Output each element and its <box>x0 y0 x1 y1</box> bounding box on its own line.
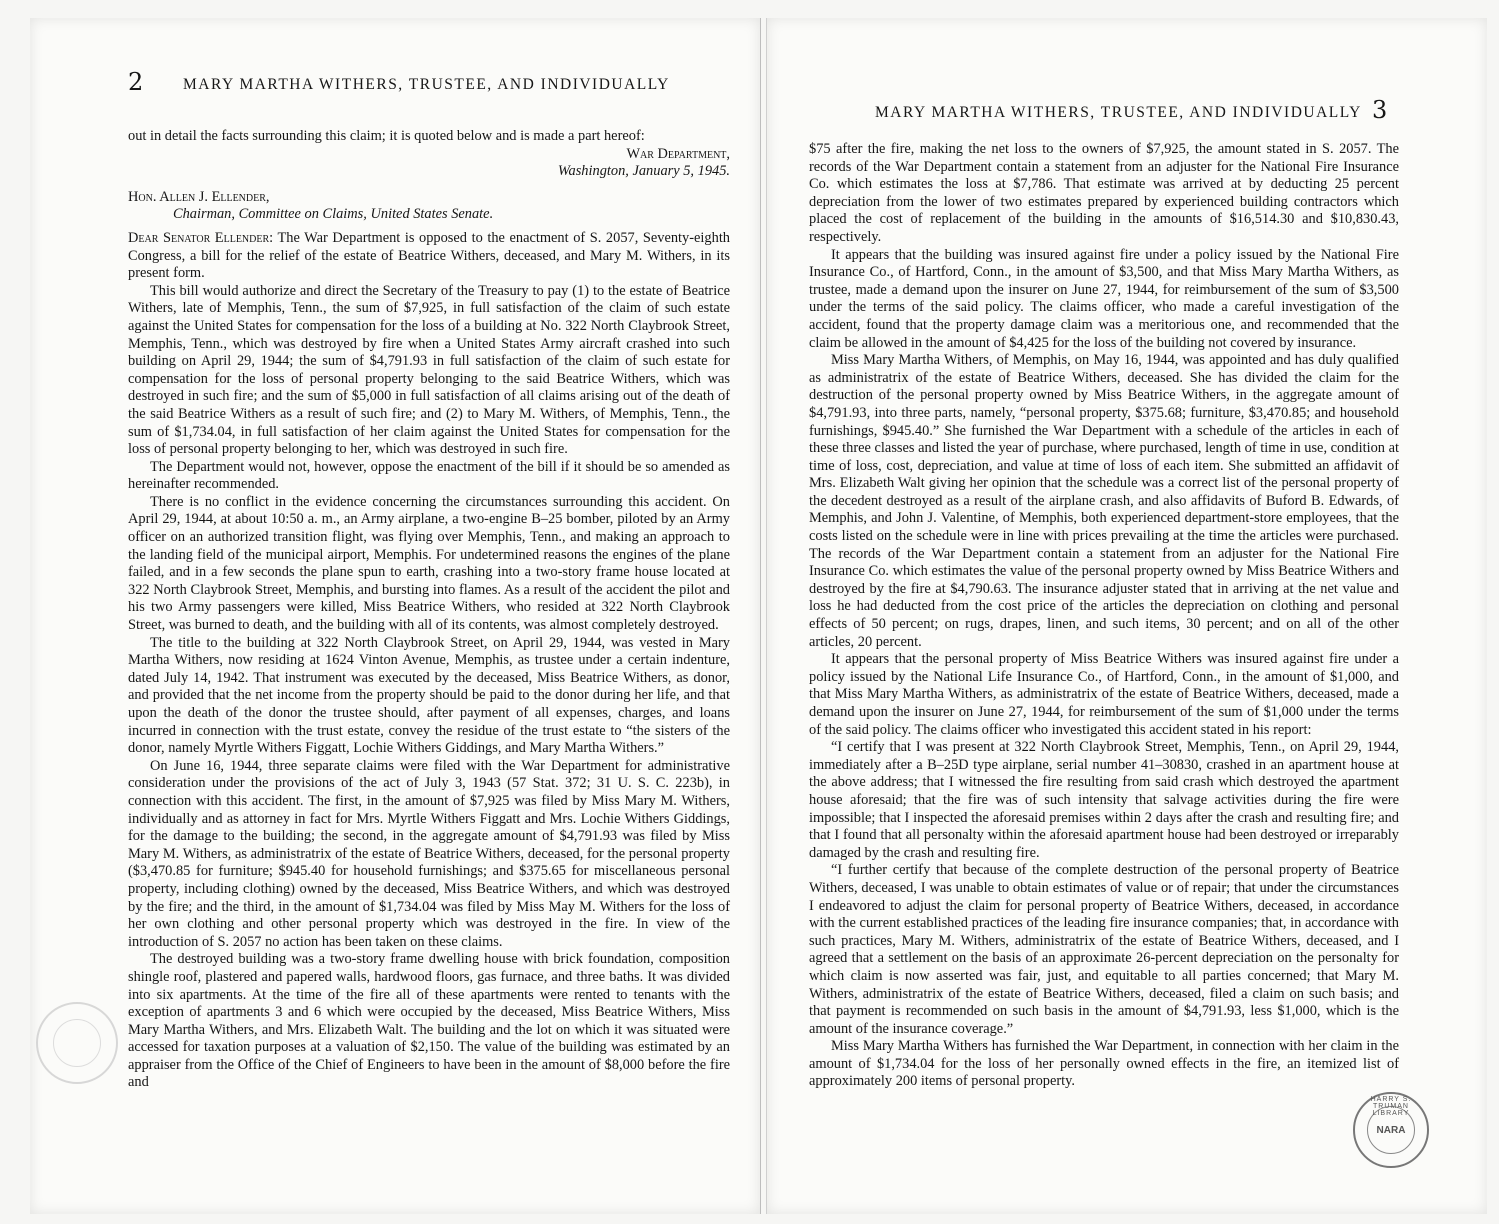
page-number: 3 <box>1372 96 1388 124</box>
letter-paragraph: The destroyed building was a two-story frame dwelling house with brick foundation, composition shingle roof, plastered and papered walls, hardwood floors, gas furnace, and three baths. It was divided into six apartments. At the time of the fire all of these apartments were rented to tenants with the exception of apartments 3 and 6 which were occupied by the deceased, Miss Beatrice Withers, Miss Mary Martha Withers, and Mrs. Elizabeth Walt. The building and the lot on which it was situated were accessed for taxation purposes at a valuation of $2,150. The value of the building was estimated by an appraiser from the Office of the Chief of Engineers to have been in the amount of $8,000 before the fire and <box>128 951 730 1091</box>
page-number: 2 <box>128 68 144 96</box>
letterhead-date: Washington, January 5, 1945. <box>557 163 730 180</box>
page-body <box>128 128 730 1092</box>
letter-paragraph: Miss Mary Martha Withers, of Memphis, on May 16, 1944, was appointed and has duly qualified as administratrix of the estate of Beatrice Withers, deceased. She has divided the claim for the destruction of the personal property owned by Miss Beatrice Withers, in the aggregate amount of $4,791.93, into three parts, namely, “personal property, $375.68; furniture, $3,470.85; and household furnishings, $945.40.” She furnished the War Department with a schedule of the articles in each of these three classes and listed the year of purchase, where purchased, length of time in use, condition at time of loss, cost, depreciation, and value at time of loss of each item. She submitted an affidavit of Mrs. Elizabeth Walt giving her opinion that the schedule was a correct list of the personal property of the decedent destroyed as a result of the airplane crash, and also affidavits of Buford B. Edwards, of Memphis, and John J. Valentine, of Memphis, both experienced department-store employees, that the costs listed on the schedule were in line with prices prevailing at the time the articles were purchased. The records of the War Department contain a statement from an adjuster for the National Fire Insurance Co. which estimates the value of the personal property owned by Miss Beatrice Withers and destroyed by the fire at $4,790.63. The insurance adjuster stated that in arriving at the net value and loss he had deducted from the cost price of the articles the depreciation on clothing and personal effects of 50 percent; on rugs, drapes, linen, and such items, 30 percent; and on all of the other articles, 20 percent. <box>809 352 1399 650</box>
faded-stamp-icon <box>36 1002 118 1084</box>
address-name: Hon. Allen J. Ellender, <box>128 188 270 205</box>
letter-paragraph: The title to the building at 322 North Claybrook Street, on April 29, 1944, was vested in Mary Martha Withers, now residing at 1624 Vinton Avenue, Memphis, as trustee under a certain indenture, dated July 14, 1942. That instrument was executed by the deceased, Miss Beatrice Withers, as donor, and provided that the net income from the property should be paid to the donor during her life, and that upon the death of the donor the trustee should, after payment of all expenses, charges, and loans incurred in connection with the trust estate, convey the residue of the trust estate to “the sisters of the donor, namely Myrtle Withers Figgatt, Lochie Withers Giddings, and Mary Martha Withers.” <box>128 634 730 757</box>
stamp-center-text: NARA <box>1367 1106 1415 1154</box>
letter-paragraph: It appears that the building was insured against fire under a policy issued by the National Fire Insurance Co., of Hartford, Conn., in the amount of $3,500, and that Miss Mary Martha Withers, as trustee, made a demand upon the insurer on June 27, 1944, for reimbursement of the sum of $3,500 under the terms of the said policy. The claims officer, who made a careful investigation of the accident, found that the property damage claim was a meritorious one, and recommended that the claim be allowed in the amount of $4,425 for the loss of the building not covered by insurance. <box>809 246 1399 351</box>
archive-stamp-icon <box>1353 1092 1429 1168</box>
intro-paragraph: out in detail the facts surrounding this claim; it is quoted below and is made a part hereof: <box>128 128 645 144</box>
salutation: Dear Senator Ellender: <box>128 229 274 246</box>
letter-paragraph: On June 16, 1944, three separate claims were filed with the War Department for administrative consideration under the provisions of the act of July 3, 1943 (57 Stat. 372; 31 U. S. C. 223b), in connection with this accident. The first, in the amount of $7,925 was filed by Miss Mary M. Withers, individually and as attorney in fact for Mrs. Myrtle Withers Figgatt and Mrs. Lochie Withers Giddings, for the damage to the building; the second, in the aggregate amount of $4,791.93 was filed by Miss Mary M. Withers, as administratrix of the estate of Beatrice Withers, deceased, for the personal property ($3,470.85 for furniture; $945.40 for household furnishings; and $375.65 for miscellaneous personal property, including clothing) owned by the deceased, Miss Beatrice Withers, and which was destroyed by the fire; and the third, in the amount of $1,734.04 was filed by Miss May M. Withers for the loss of her own clothing and other personal property which was destroyed in the fire. In view of the introduction of S. 2057 no action has been taken on these claims. <box>128 757 730 950</box>
letterhead-org: War Department, <box>626 145 730 162</box>
running-header: MARY MARTHA WITHERS, TRUSTEE, AND INDIVIDUALLY <box>875 104 1362 121</box>
left-page <box>30 18 761 1214</box>
letter-paragraph: It appears that the personal property of Miss Beatrice Withers was insured against fire under a policy issued by the National Life Insurance Co., of Hartford, Conn., in the amount of $1,000, and that Miss Mary Martha Withers, as administratrix of the estate of Beatrice Withers, deceased, made a demand upon the insurer on June 27, 1944, for reimbursement of the sum of $1,000 under the terms of the said policy. The claims officer who investigated this accident stated in his report: <box>809 651 1399 738</box>
paragraph-text: The War Department is opposed to the enactment of S. 2057, Seventy-eighth Congress, a bill for the relief of the estate of Beatrice Withers, deceased, and Mary M. Withers, in its present form. <box>128 229 731 282</box>
letter-paragraph: Miss Mary Martha Withers has furnished the War Department, in connection with her claim in the amount of $1,734.04 for the loss of her personally owned effects in the fire, an itemized list of approximately 200 items of personal property. <box>809 1038 1399 1090</box>
letter-paragraph <box>128 230 730 283</box>
right-page <box>766 18 1487 1214</box>
page-body <box>809 141 1399 1091</box>
stamp-ring-text: HARRY S. TRUMAN LIBRARY <box>1370 1096 1412 1117</box>
quoted-paragraph: “I certify that I was present at 322 North Claybrook Street, Memphis, Tenn., on April 29, 1944, immediately after a B–25D type airplane, serial number 41–30830, crashed in an apartment house at the above address; that I witnessed the fire resulting from said crash which destroyed the apartment house aforesaid; that the fire was of such intensity that salvage activities during the fire were impossible; that I inspected the aforesaid premises within 2 days after the crash and resulting fire; and that I found that all personalty within the aforesaid apartment house had been destroyed or irreparably damaged by the crash and resulting fire. <box>809 739 1399 861</box>
letter-paragraph: This bill would authorize and direct the Secretary of the Treasury to pay (1) to the estate of Beatrice Withers, late of Memphis, Tenn., the sum of $7,925, in full satisfaction of the claim of such estate against the United States for compensation for the loss of a building at No. 322 North Claybrook Street, Memphis, Tenn., which was destroyed by fire when a United States Army aircraft crashed into such building on April 29, 1944; the sum of $4,791.93 in full satisfaction of the claim of such estate for compensation for the loss of personal property belonging to the said Beatrice Withers, which was destroyed in such fire; and the sum of $5,000 in full satisfaction of all claims arising out of the death of the said Beatrice Withers as a result of such fire; and (2) to Mary M. Withers, of Memphis, Tenn., the sum of $1,734.04, in full satisfaction of her claim against the United States for compensation for the loss of personal property belonging to her, which was destroyed in such fire. <box>128 282 730 458</box>
address-title: Chairman, Committee on Claims, United States Senate. <box>173 206 494 223</box>
letter-paragraph: $75 after the fire, making the net loss to the owners of $7,925, the amount stated in S. 2057. The records of the War Department contain a statement from an adjuster for the National Fire Insurance Co. which estimates the loss at $7,786. That estimate was arrived at by deducting 25 percent depreciation from the lower of two estimates prepared by experienced building contractors which placed the cost of replacement of the building in the amounts of $16,514.30 and $10,830.43, respectively. <box>809 141 1399 245</box>
letter-paragraph: There is no conflict in the evidence concerning the circumstances surrounding this accident. On April 29, 1944, at about 10:50 a. m., an Army airplane, a two-engine B–25 bomber, piloted by an Army officer on an authorized transition flight, was flying over Memphis, Tenn., and making an approach to the landing field of the municipal airport, Memphis. For undetermined reasons the engines of the plane failed, and in a few seconds the plane spun to earth, crashing into a two-story frame house located at 322 North Claybrook Street, Memphis, and bursting into flames. As a result of the accident the pilot and his two Army passengers were killed, Miss Beatrice Withers, who resided at 322 North Claybrook Street, was burned to death, and the building with all of its contents, was almost completely destroyed. <box>128 493 730 634</box>
letter-paragraph: The Department would not, however, oppose the enactment of the bill if it should be so amended as hereinafter recommended. <box>128 458 730 493</box>
quoted-paragraph: “I further certify that because of the complete destruction of the personal property of Beatrice Withers, deceased, I was unable to obtain estimates of value or of repair; that under the circumstances I endeavored to adjust the claim for personal property of Beatrice Withers, deceased, in accordance with the current established practices of the leading fire insurance companies; that, in accordance with such practices, Mary M. Withers, administratrix of the estate of Beatrice Withers, deceased, and I agreed that a settlement on the basis of an approximate 26-percent depreciation on the personalty for which claim is now asserted was fair, just, and equitable to all parties concerned; that Mary M. Withers, administratrix of the estate of Beatrice Withers, deceased, filed a claim on such basis; and that payment is recommended on such basis in the amount of $4,791.93, less $1,000, which is the amount of the insurance coverage.” <box>809 862 1399 1037</box>
running-header: MARY MARTHA WITHERS, TRUSTEE, AND INDIVIDUALLY <box>183 76 670 93</box>
